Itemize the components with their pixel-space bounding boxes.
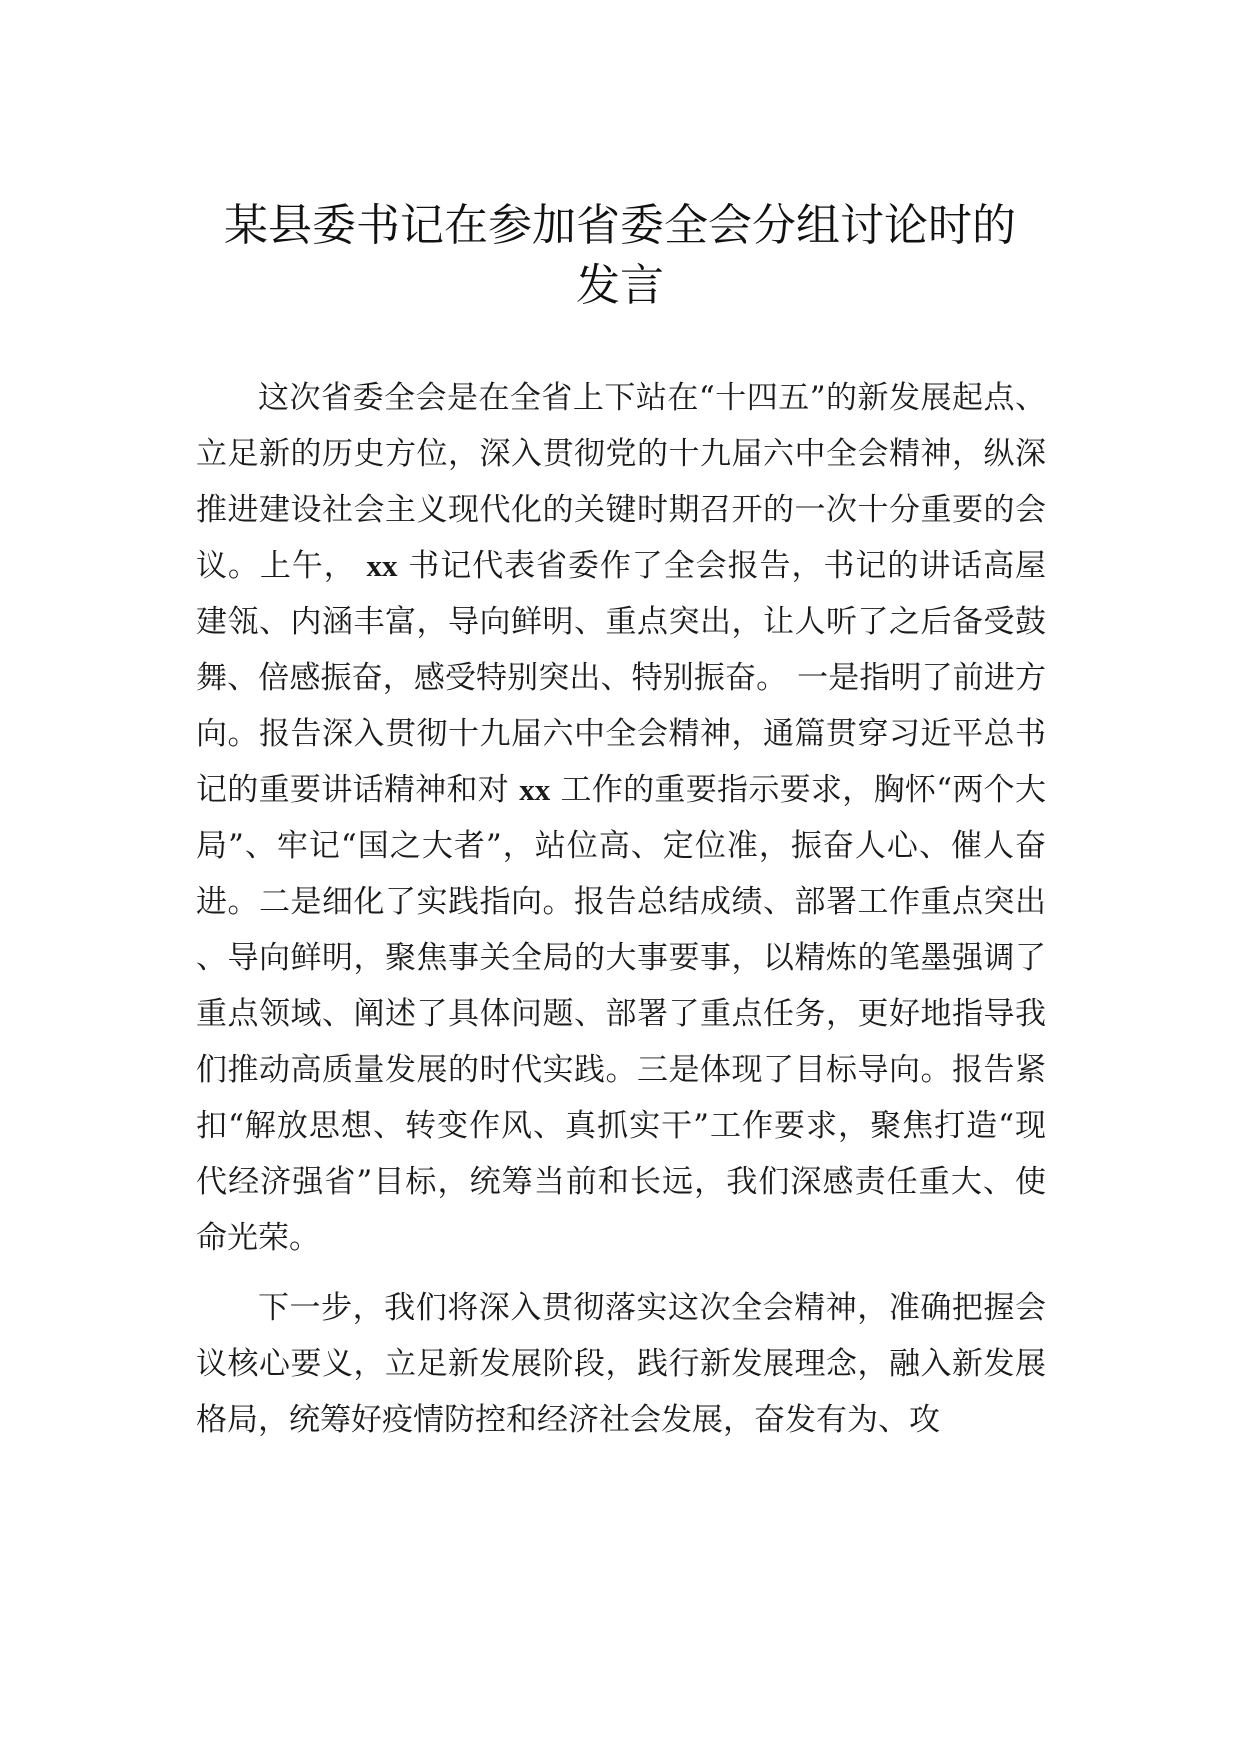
paragraph-1	[196, 370, 1046, 1266]
placeholder-name-2: xx	[519, 772, 551, 807]
document-body	[196, 370, 1046, 1448]
title-line-2: 发言	[576, 260, 664, 311]
paragraph-2: 下一步，我们将深入贯彻落实这次全会精神，准确把握会议核心要义，立足新发展阶段，践行新发展理念，融入新发展格局，统筹好疫情防控和经济社会发展，奋发有为、攻	[196, 1290, 1046, 1438]
title-line-1: 某县委书记在参加省委全会分组讨论时的	[224, 200, 1016, 251]
paragraph-1-text-a: 这次省委全会是在全省上下站在“十四五”的新发展起点、立足新的历史方位，深入贯彻党的十九届六中全会精神，纵深推进建设社会主义现代化的关键时期召开的一次十分重要的会议。上午，	[196, 380, 1046, 584]
document-title	[150, 196, 1090, 316]
paragraph-1-text-b: 书记代表省委作了全会报告，书记的讲话高屋建瓴、内涵丰富，导向鲜明、重点突出，让人听了之后备受鼓舞、倍感振奋，感受特别突出、特别振奋。 一是指明了前进方向。报告深入贯彻十九届六中全会精神，通篇贯穿习近平总书记的重要讲话精神和对	[196, 548, 1047, 808]
paragraph-1-text-c: 工作的重要指示要求，胸怀“两个大局”、牢记“国之大者”，站位高、定位准，振奋人心、催人奋进。二是细化了实践指向。报告总结成绩、部署工作重点突出、导向鲜明，聚焦事关全局的大事要事，以精炼的笔墨强调了重点领域、阐述了具体问题、部署了重点任务，更好地指导我们推动高质量发展的时代实践。三是体现了目标导向。报告紧扣“解放思想、转变作风、真抓实干”工作要求，聚焦打造“现代经济强省”目标，统筹当前和长远，我们深感责任重大、使命光荣。	[196, 772, 1046, 1256]
placeholder-name-1: xx	[366, 548, 398, 583]
